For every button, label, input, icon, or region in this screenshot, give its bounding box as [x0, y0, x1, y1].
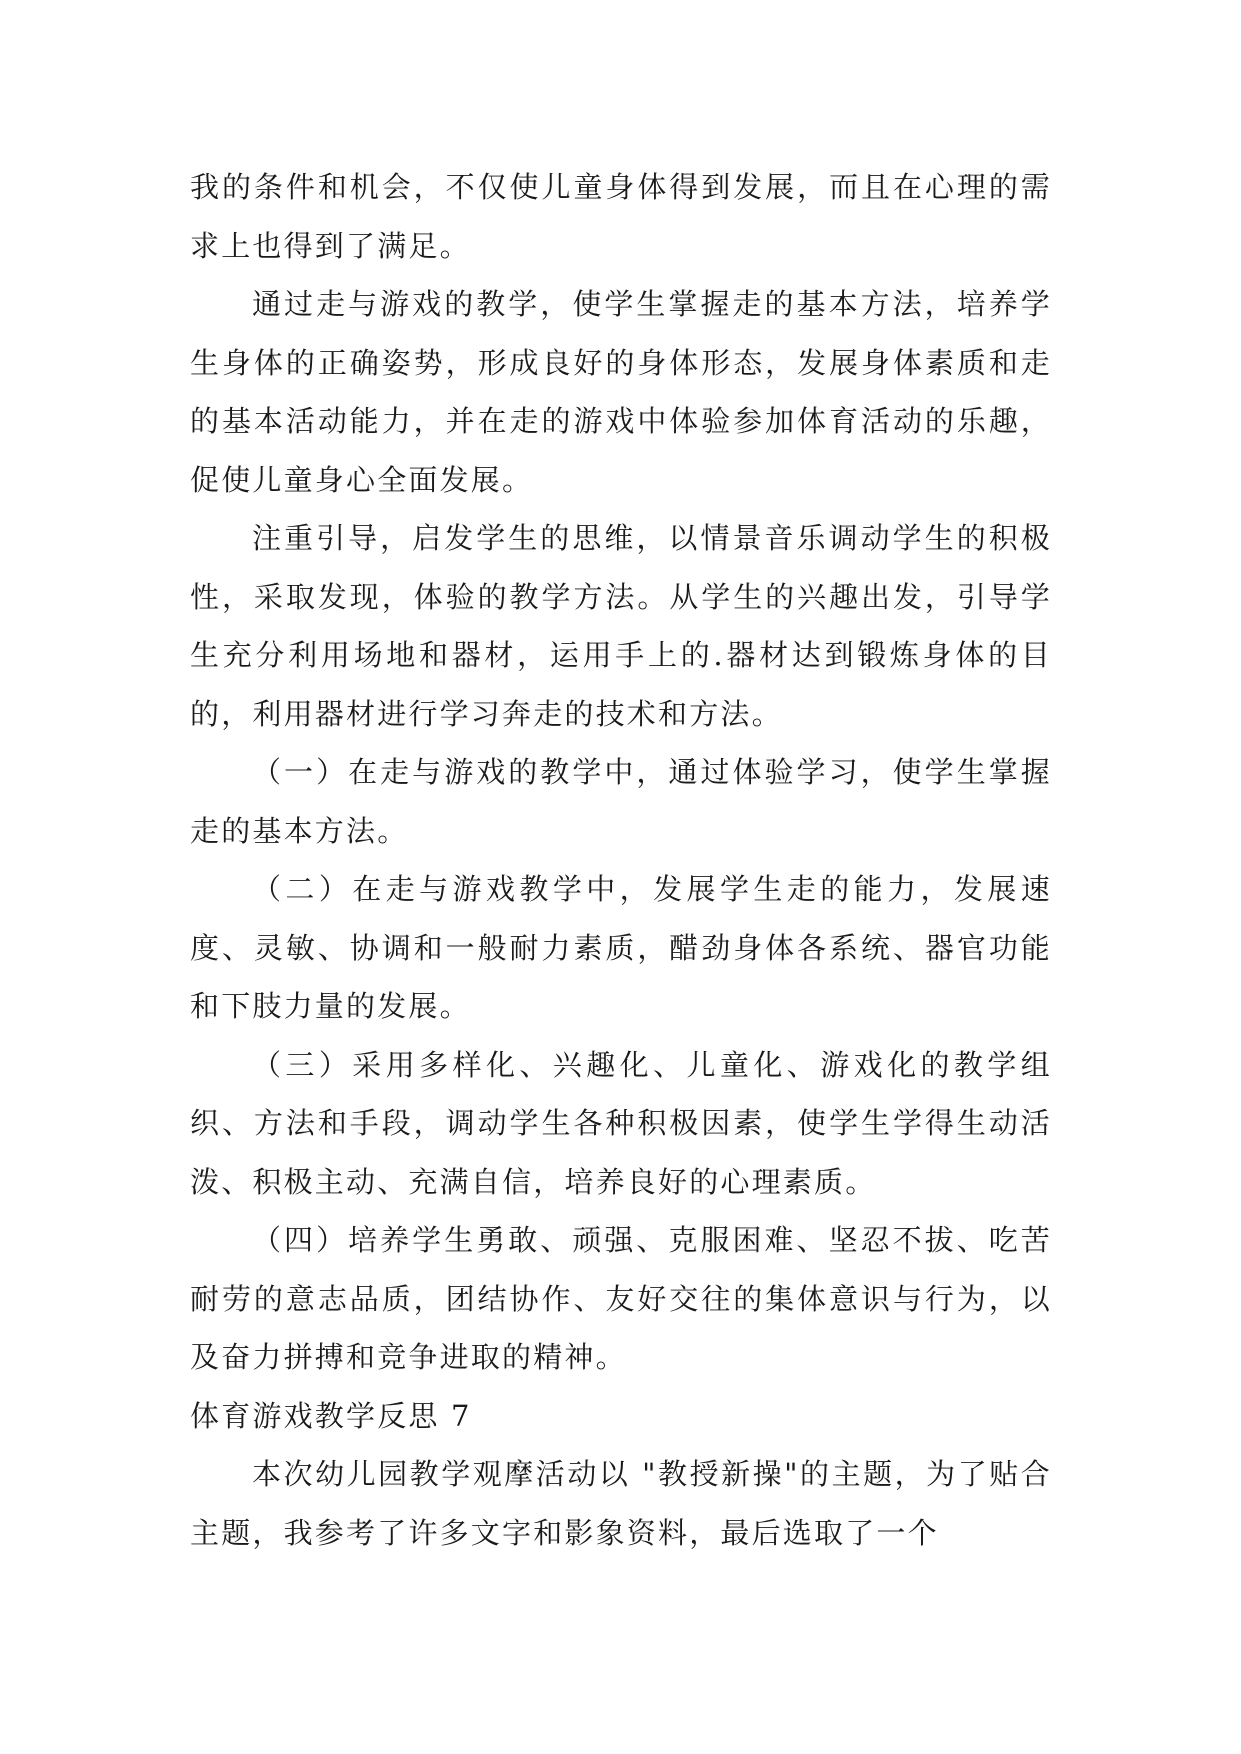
- section-heading: 体育游戏教学反思 7: [190, 1398, 472, 1433]
- paragraph-2: 通过走与游戏的教学，使学生掌握走的基本方法，培养学生身体的正确姿势，形成良好的身体形态，发展身体素质和走的基本活动能力，并在走的游戏中体验参加体育活动的乐趣，促使儿童身心全面发展。: [190, 287, 1052, 497]
- document-body: [190, 158, 1052, 1562]
- closing-paragraph: 本次幼儿园教学观摩活动以 "教授新操"的主题，为了贴合主题，我参考了许多文字和影象资料，最后选取了一个: [190, 1457, 1052, 1550]
- paragraph-item-1: （一）在走与游戏的教学中，通过体验学习，使学生掌握走的基本方法。: [190, 755, 1052, 848]
- paragraph-item-2: （二）在走与游戏教学中，发展学生走的能力，发展速度、灵敏、协调和一般耐力素质，醋劲身体各系统、器官功能和下肢力量的发展。: [190, 872, 1052, 1023]
- paragraph-item-4: （四）培养学生勇敢、顽强、克服困难、坚忍不拔、吃苦耐劳的意志品质，团结协作、友好交往的集体意识与行为，以及奋力拼搏和竞争进取的精神。: [190, 1223, 1052, 1374]
- paragraph-1: 我的条件和机会，不仅使儿童身体得到发展，而且在心理的需求上也得到了满足。: [190, 170, 1052, 263]
- paragraph-3: 注重引导，启发学生的思维，以情景音乐调动学生的积极性，采取发现，体验的教学方法。从学生的兴趣出发，引导学生充分利用场地和器材，运用手上的.器材达到锻炼身体的目的，利用器材进行学习奔走的技术和方法。: [190, 521, 1052, 731]
- paragraph-item-3: （三）采用多样化、兴趣化、儿童化、游戏化的教学组织、方法和手段，调动学生各种积极因素，使学生学得生动活泼、积极主动、充满自信，培养良好的心理素质。: [190, 1047, 1052, 1199]
